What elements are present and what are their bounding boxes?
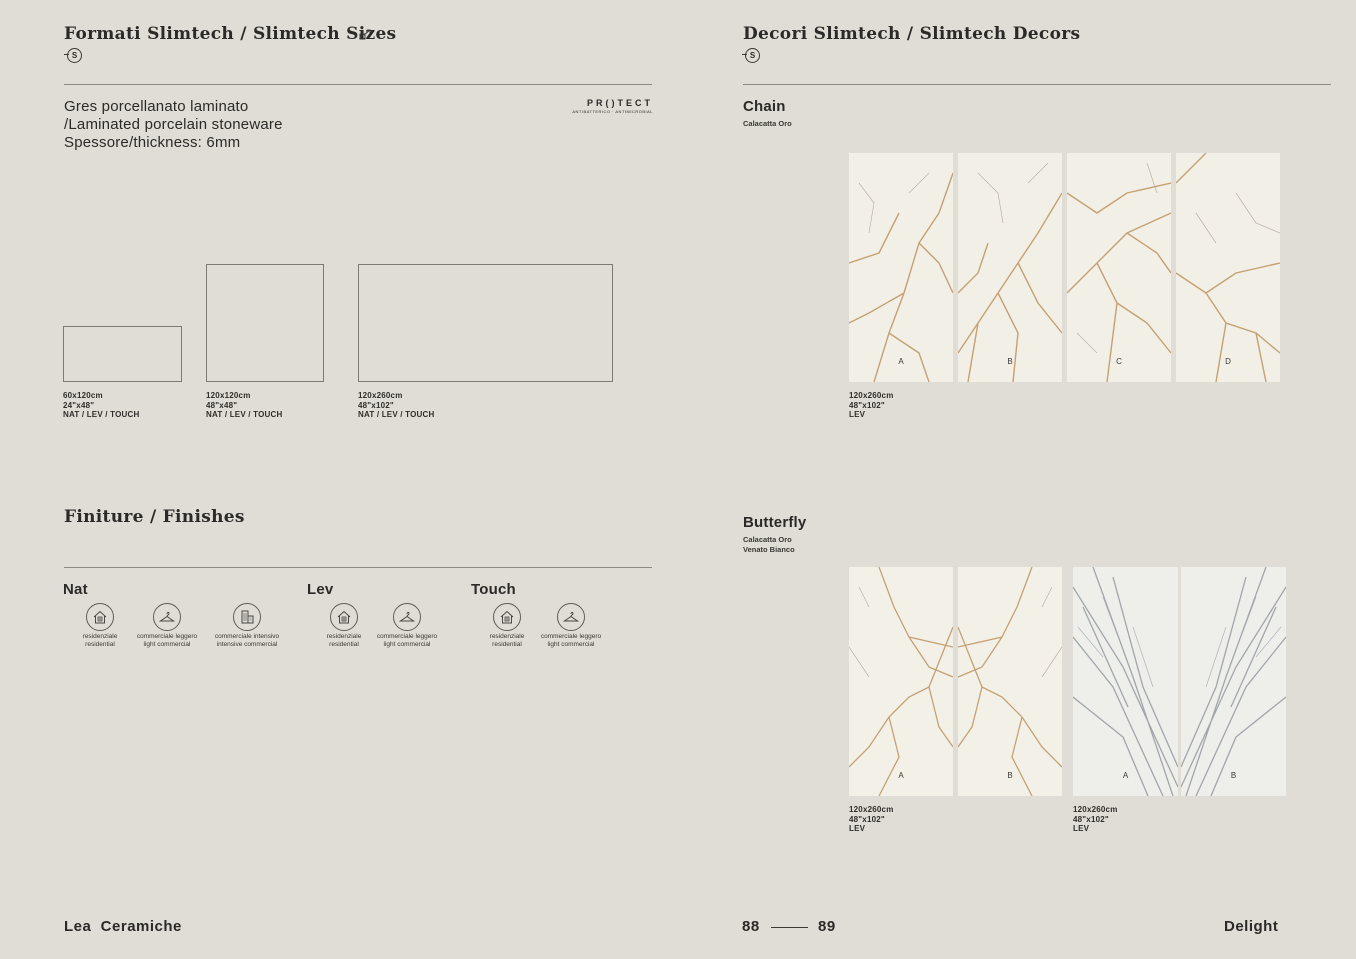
slab-label: B bbox=[1007, 357, 1013, 366]
size-imperial: 48"x48" bbox=[206, 400, 238, 410]
size-finishes: NAT / LEV / TOUCH bbox=[63, 410, 140, 419]
size-finishes: NAT / LEV / TOUCH bbox=[206, 410, 283, 419]
size-imperial: 48"x102" bbox=[1073, 814, 1109, 824]
house-icon bbox=[330, 603, 358, 631]
size-finishes: LEV bbox=[849, 824, 866, 833]
size-metric: 60x120cm bbox=[63, 391, 103, 400]
logo-subtext: ANTIBATTERICO · ANTIMICROBIAL bbox=[572, 109, 653, 114]
usage-intensive-commercial bbox=[202, 603, 292, 649]
slab-label: A bbox=[898, 357, 904, 366]
usage-label-en: intensive commercial bbox=[216, 641, 278, 648]
size-metric: 120x120cm bbox=[206, 391, 251, 400]
decor-butterfly-title: Butterfly bbox=[743, 514, 807, 531]
footer-brand: Lea Ceramiche bbox=[64, 918, 182, 935]
usage-label-en: light commercial bbox=[547, 641, 595, 648]
size-spec-120x120 bbox=[206, 391, 282, 420]
slimtech-badge-icon: S bbox=[67, 48, 82, 63]
description-line: Spessore/thickness: 6mm bbox=[64, 134, 241, 151]
size-120x260-shape bbox=[358, 264, 613, 382]
right-page-title: Decori Slimtech / Slimtech Decors bbox=[743, 24, 1081, 44]
usage-label-en: light commercial bbox=[383, 641, 431, 648]
usage-label-it: commerciale leggero bbox=[376, 633, 438, 640]
usage-label-en: residential bbox=[329, 641, 359, 648]
divider bbox=[64, 567, 652, 568]
scale-icon bbox=[359, 29, 372, 40]
variant-name: Venato Bianco bbox=[743, 544, 795, 554]
usage-label-en: light commercial bbox=[143, 641, 191, 648]
size-spec-60x120 bbox=[63, 391, 139, 420]
slimtech-badge-icon: S bbox=[745, 48, 760, 63]
size-spec-120x260 bbox=[358, 391, 434, 420]
footer-collection: Delight bbox=[1224, 918, 1279, 935]
size-imperial: 48"x102" bbox=[849, 814, 885, 824]
chain-slab-a bbox=[849, 153, 953, 382]
usage-label-it: residenziale bbox=[489, 633, 525, 640]
size-imperial: 24"x48" bbox=[63, 400, 95, 410]
chain-spec bbox=[849, 391, 894, 420]
size-metric: 120x260cm bbox=[358, 391, 403, 400]
page-number-left: 88 bbox=[742, 918, 760, 935]
usage-label-en: residential bbox=[492, 641, 522, 648]
product-description bbox=[64, 98, 283, 152]
size-metric: 120x260cm bbox=[849, 391, 894, 400]
chain-slab-d bbox=[1176, 153, 1280, 382]
butterfly-bianco-spec bbox=[1073, 805, 1118, 834]
protect-logo bbox=[572, 98, 653, 114]
usage-label-it: residenziale bbox=[326, 633, 362, 640]
slab-label: A bbox=[1122, 771, 1129, 780]
size-metric: 120x260cm bbox=[849, 805, 894, 814]
usage-label-it: commerciale leggero bbox=[136, 633, 198, 640]
butterfly-bianco-slab-a bbox=[1073, 567, 1178, 796]
page-number-right: 89 bbox=[818, 918, 836, 935]
finish-touch-title: Touch bbox=[471, 581, 516, 598]
butterfly-bianco-slab-b bbox=[1181, 567, 1286, 796]
slab-label: B bbox=[1230, 771, 1237, 780]
usage-light-commercial bbox=[362, 603, 452, 649]
usage-light-commercial bbox=[526, 603, 616, 649]
divider bbox=[64, 84, 652, 85]
finishes-title: Finiture / Finishes bbox=[64, 507, 245, 527]
finish-lev-title: Lev bbox=[307, 581, 334, 598]
size-finishes: LEV bbox=[849, 410, 866, 419]
size-metric: 120x260cm bbox=[1073, 805, 1118, 814]
decor-chain-variants bbox=[743, 119, 792, 129]
left-page-title: Formati Slimtech / Slimtech Sizes bbox=[64, 24, 397, 44]
building-icon bbox=[233, 603, 261, 631]
size-finishes: NAT / LEV / TOUCH bbox=[358, 410, 435, 419]
size-finishes: LEV bbox=[1073, 824, 1090, 833]
usage-light-commercial bbox=[122, 603, 212, 649]
size-120x120-shape bbox=[206, 264, 324, 382]
house-icon bbox=[86, 603, 114, 631]
hanger-icon bbox=[393, 603, 421, 631]
size-imperial: 48"x102" bbox=[358, 400, 394, 410]
size-imperial: 48"x102" bbox=[849, 400, 885, 410]
hanger-icon bbox=[557, 603, 585, 631]
logo-text: PR()TECT bbox=[587, 98, 653, 108]
usage-label-it: residenziale bbox=[82, 633, 118, 640]
description-line: Gres porcellanato laminato bbox=[64, 98, 249, 115]
page-number-divider bbox=[771, 927, 808, 928]
butterfly-oro-spec bbox=[849, 805, 894, 834]
slab-label: C bbox=[1116, 357, 1122, 366]
variant-name: Calacatta Oro bbox=[743, 535, 792, 544]
chain-slab-c bbox=[1067, 153, 1171, 382]
usage-label-it: commerciale leggero bbox=[540, 633, 602, 640]
slab-label: A bbox=[898, 771, 904, 780]
size-60x120-shape bbox=[63, 326, 182, 382]
decor-butterfly-variants bbox=[743, 535, 795, 554]
description-line: /Laminated porcelain stoneware bbox=[64, 116, 283, 133]
butterfly-oro-slab-b bbox=[958, 567, 1062, 796]
variant-name: Calacatta Oro bbox=[743, 119, 792, 128]
chain-slab-b bbox=[958, 153, 1062, 382]
slab-label: D bbox=[1225, 357, 1231, 366]
hanger-icon bbox=[153, 603, 181, 631]
divider bbox=[743, 84, 1331, 85]
usage-label-en: residential bbox=[85, 641, 115, 648]
house-icon bbox=[493, 603, 521, 631]
decor-chain-title: Chain bbox=[743, 98, 786, 115]
butterfly-oro-slab-a bbox=[849, 567, 953, 796]
slab-label: B bbox=[1007, 771, 1013, 780]
finish-nat-title: Nat bbox=[63, 581, 88, 598]
usage-label-it: commerciale intensivo bbox=[214, 633, 280, 640]
